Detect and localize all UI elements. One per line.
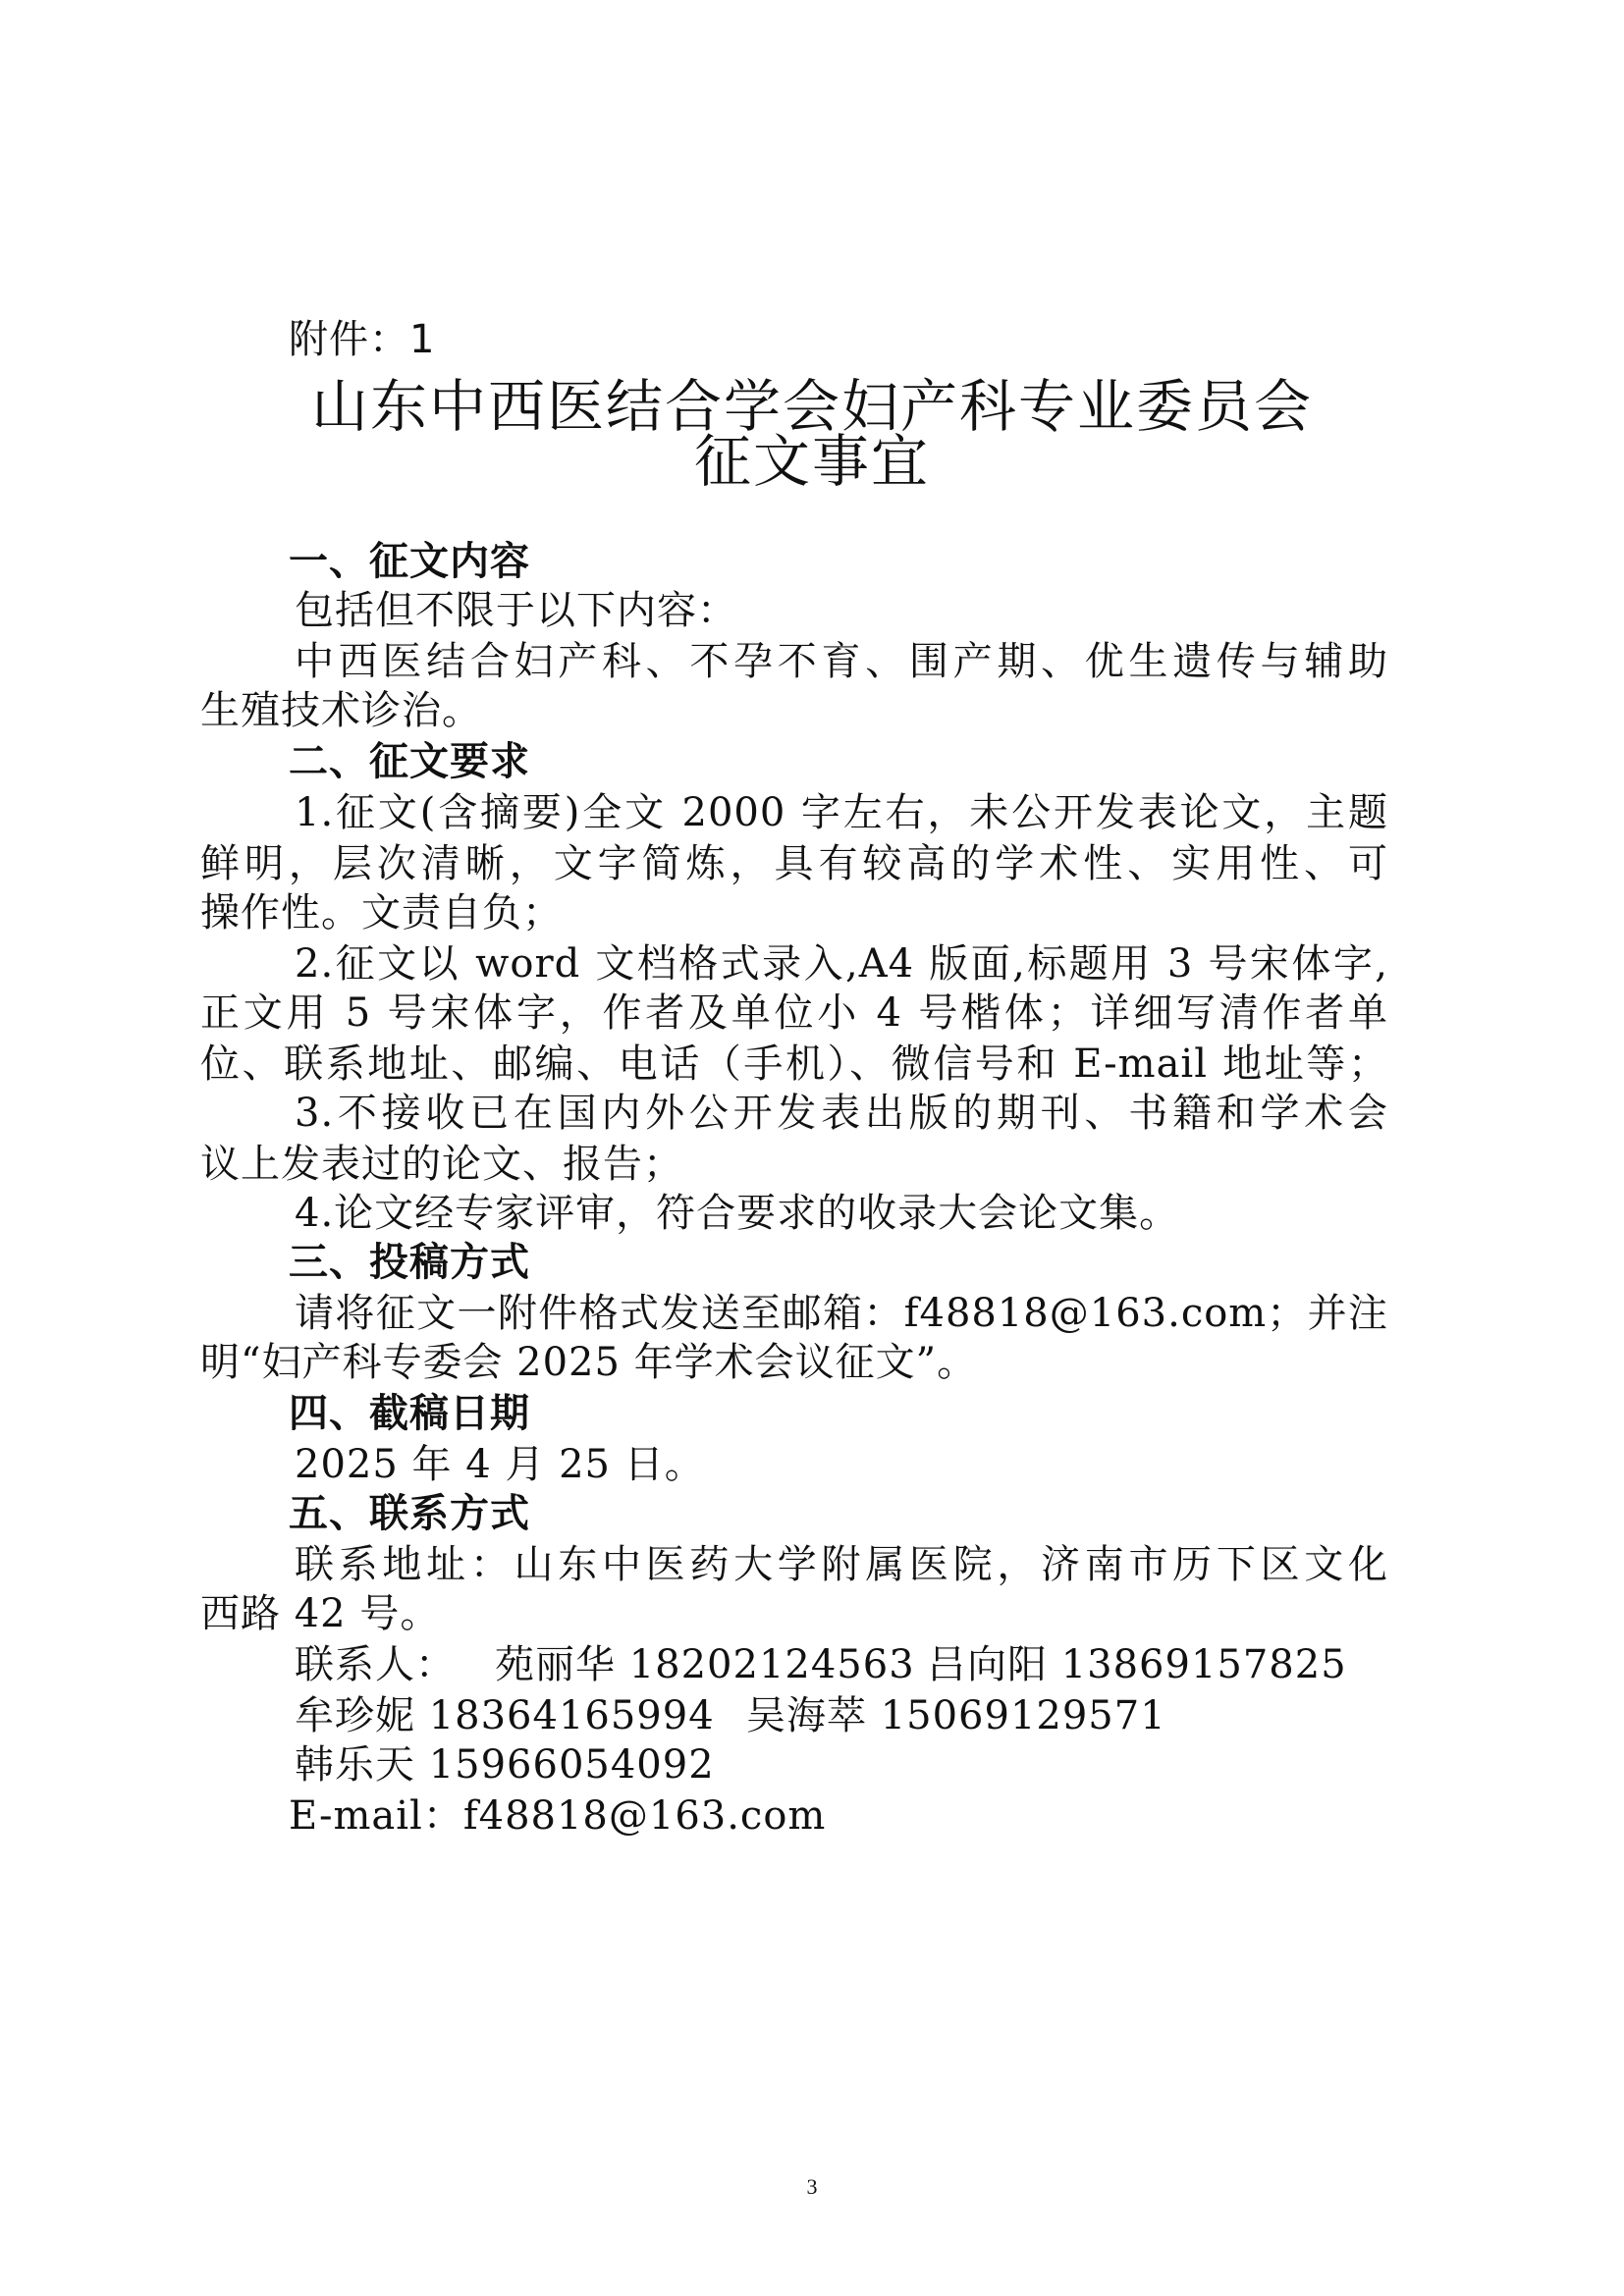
page-number: 3 [806, 2174, 818, 2199]
section-3-heading: 三、投稿方式 [289, 1240, 530, 1285]
requirement-2-line-3: 位、联系地址、邮编、电话（手机）、微信号和 E-mail 地址等； [200, 1041, 1388, 1087]
contact-4: 吴海萃 15069129571 [746, 1693, 1166, 1738]
contacts-label: 联系人： [295, 1642, 456, 1687]
section-1-paragraph-1: 包括但不限于以下内容： [295, 588, 737, 633]
title-line-1: 山东中西医结合学会妇产科专业委员会 [310, 373, 1313, 440]
contact-5: 韩乐天 15966054092 [295, 1742, 715, 1788]
submission-line-1: 请将征文一附件格式发送至邮箱：f48818@163.com；并注 [295, 1291, 1388, 1336]
contact-2: 吕向阳 13869157825 [927, 1642, 1347, 1687]
submission-line-2: 明“妇产科专委会 2025 年学术会议征文”。 [200, 1340, 978, 1385]
requirement-2-line-1: 2.征文以 word 文档格式录入,A4 版面,标题用 3 号宋体字, [295, 941, 1388, 987]
contact-address-line-1: 联系地址：山东中医药大学附属医院，济南市历下区文化 [295, 1542, 1388, 1587]
contact-email: E-mail：f48818@163.com [289, 1793, 827, 1839]
section-2-heading: 二、征文要求 [289, 739, 530, 784]
contact-3: 牟珍妮 18364165994 [295, 1693, 715, 1738]
requirement-1-line-1: 1.征文(含摘要)全文 2000 字左右，未公开发表论文，主题 [295, 790, 1388, 835]
requirement-1-line-3: 操作性。文责自负； [200, 890, 563, 935]
contact-address-line-2: 西路 42 号。 [200, 1591, 441, 1636]
requirement-1-line-2: 鲜明，层次清晰，文字简炼，具有较高的学术性、实用性、可 [200, 841, 1388, 886]
section-1-paragraph-2-line-2: 生殖技术诊治。 [200, 688, 482, 733]
contact-1: 苑丽华 18202124563 [495, 1642, 915, 1687]
deadline-date: 2025 年 4 月 25 日。 [295, 1442, 705, 1487]
section-1-paragraph-2-line-1: 中西医结合妇产科、不孕不育、围产期、优生遗传与辅助 [295, 639, 1388, 684]
title-line-2: 征文事宜 [693, 428, 930, 495]
section-1-heading: 一、征文内容 [289, 539, 530, 584]
requirement-2-line-2: 正文用 5 号宋体字，作者及单位小 4 号楷体；详细写清作者单 [200, 990, 1388, 1036]
section-5-heading: 五、联系方式 [289, 1491, 530, 1536]
requirement-4-line-1: 4.论文经专家评审，符合要求的收录大会论文集。 [295, 1191, 1180, 1236]
requirement-3-line-1: 3.不接收已在国内外公开发表出版的期刊、书籍和学术会 [295, 1091, 1388, 1136]
section-4-heading: 四、截稿日期 [289, 1391, 530, 1436]
requirement-3-line-2: 议上发表过的论文、报告； [200, 1142, 683, 1187]
attachment-label: 附件：1 [289, 317, 436, 362]
